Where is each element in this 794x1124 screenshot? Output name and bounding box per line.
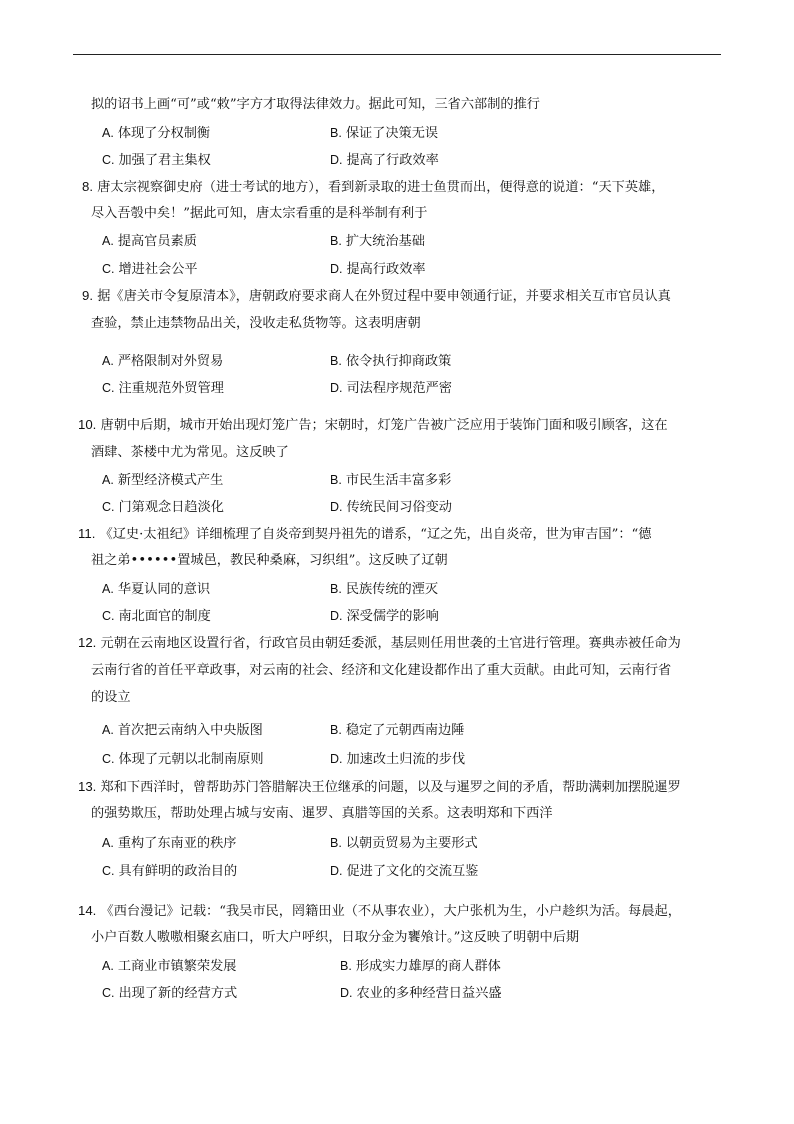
option-b: B. 依令执行抑商政策: [330, 354, 452, 369]
option-d: D. 深受儒学的影响: [330, 609, 439, 624]
question-number: 11.: [78, 526, 96, 541]
question-line: 酒肆、茶楼中尤为常见。这反映了: [91, 445, 289, 460]
option-c: C. 增进社会公平: [102, 262, 198, 277]
option-c: C. 加强了君主集权: [102, 153, 211, 168]
question-text: 拟的诏书上画“可”或“敕”字方才取得法律效力。据此可知，三省六部制的推行: [91, 97, 540, 112]
option-b: B. 稳定了元朝西南边陲: [330, 723, 465, 738]
question-line: 13. 郑和下西洋时，曾帮助苏门答腊解决王位继承的问题，以及与暹罗之间的矛盾，帮助满剌加摆脱暹罗: [78, 779, 681, 795]
option-b: B. 扩大统治基础: [330, 234, 425, 249]
option-c: C. 体现了元朝以北制南原则: [102, 752, 264, 767]
option-a: A. 工商业市镇繁荣发展: [102, 959, 237, 974]
option-d: D. 加速改土归流的步伐: [330, 752, 466, 767]
option-a: A. 严格限制对外贸易: [102, 354, 224, 369]
question-number: 9.: [82, 288, 93, 303]
question-line: 的设立: [91, 690, 131, 705]
option-c: C. 具有鲜明的政治目的: [102, 864, 238, 879]
option-b: B. 以朝贡贸易为主要形式: [330, 836, 478, 851]
question-line: 9. 据《唐关市令复原清本》，唐朝政府要求商人在外贸过程中要申领通行证，并要求相关互市官员认真: [82, 288, 671, 304]
option-a: A. 华夏认同的意识: [102, 582, 211, 597]
option-b: B. 保证了决策无误: [330, 126, 439, 141]
option-d: D. 农业的多种经营日益兴盛: [340, 986, 502, 1001]
option-a: A. 提高官员素质: [102, 234, 197, 249]
option-c: C. 门第观念日趋淡化: [102, 500, 224, 515]
option-d: D. 司法程序规范严密: [330, 381, 452, 396]
question-line: 的强势欺压，帮助处理占城与安南、暹罗、真腊等国的关系。这表明郑和下西洋: [91, 806, 553, 821]
option-b: B. 民族传统的湮灭: [330, 582, 439, 597]
option-a: A. 重构了东南亚的秩序: [102, 836, 237, 851]
option-c: C. 南北面官的制度: [102, 609, 211, 624]
header-rule: [73, 54, 721, 55]
option-a: A. 体现了分权制衡: [102, 126, 211, 141]
question-line: 10. 唐朝中后期，城市开始出现灯笼广告；宋朝时，灯笼广告被广泛应用于装饰门面和吸引顾客，这在: [78, 417, 668, 433]
question-line: 小户百数人嗷嗷相聚玄庙口，听大户呼织，日取分金为饔飧计。”这反映了明朝中后期: [91, 930, 580, 945]
question-number: 12.: [78, 635, 97, 650]
question-line: 11. 《辽史·太祖纪》详细梳理了自炎帝到契丹祖先的谱系，“辽之先，出自炎帝，世为审吉国”：“德: [78, 526, 652, 542]
question-line: 14. 《西台漫记》记载：“我吴市民，罔籍田业（不从事农业），大户张机为生，小户趁织为活。每晨起，: [78, 903, 681, 919]
option-d: D. 提高行政效率: [330, 262, 426, 277]
question-line: 祖之弟••••••置城邑，教民种桑麻，习织组”。这反映了辽朝: [91, 553, 448, 568]
question-line: 8. 唐太宗视察御史府（进士考试的地方），看到新录取的进士鱼贯而出，便得意的说道：“天下英雄，: [82, 179, 665, 195]
question-number: 10.: [78, 417, 97, 432]
option-d: D. 提高了行政效率: [330, 153, 439, 168]
option-b: B. 形成实力雄厚的商人群体: [340, 959, 501, 974]
option-b: B. 市民生活丰富多彩: [330, 473, 452, 488]
option-a: A. 首次把云南纳入中央版图: [102, 723, 263, 738]
option-a: A. 新型经济模式产生: [102, 473, 224, 488]
option-d: D. 传统民间习俗变动: [330, 500, 452, 515]
question-number: 13.: [78, 779, 97, 794]
question-line: 查验，禁止违禁物品出关，没收走私货物等。这表明唐朝: [91, 316, 421, 331]
question-number: 14.: [78, 903, 97, 918]
option-d: D. 促进了文化的交流互鉴: [330, 864, 479, 879]
question-number: 8.: [82, 179, 93, 194]
option-c: C. 注重规范外贸管理: [102, 381, 224, 396]
question-line: 云南行省的首任平章政事，对云南的社会、经济和文化建设都作出了重大贡献。由此可知，云南行省: [91, 663, 672, 678]
question-line: 12. 元朝在云南地区设置行省，行政官员由朝廷委派，基层则任用世袭的土官进行管理。赛典赤被任命为: [78, 635, 681, 651]
question-line: 尽入吾彀中矣！”据此可知，唐太宗看重的是科举制有利于: [91, 206, 428, 221]
option-c: C. 出现了新的经营方式: [102, 986, 238, 1001]
